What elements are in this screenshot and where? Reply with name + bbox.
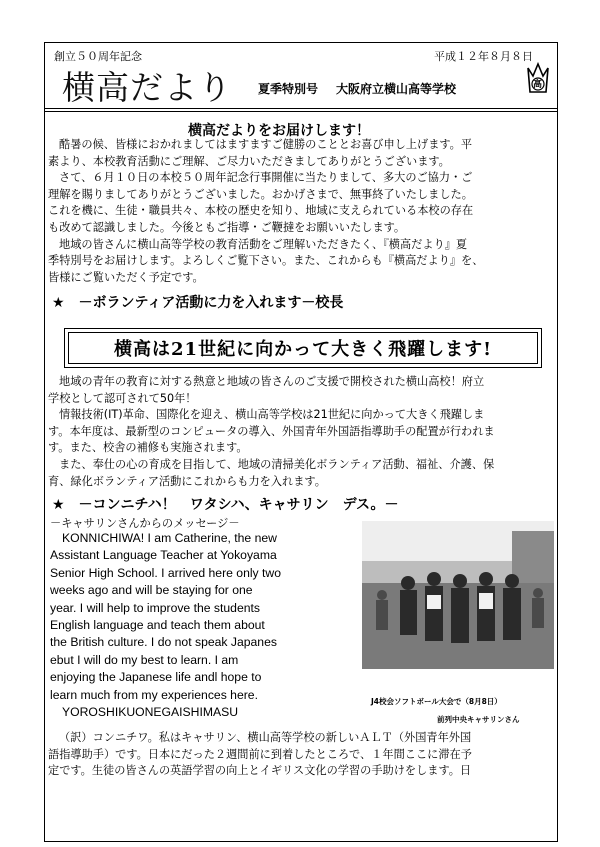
translation-line: 語指導助手）です。日本にだった２週間前に到着したところで、１年間ここに滞在予 [48,747,472,761]
slogan-text: 横高は21世紀に向かって大きく飛躍します! [68,332,538,364]
english-line: ebut I will do my best to learn. I am [50,652,239,667]
section1-heading: 横高だよりをお届けします！ [188,123,370,139]
school-emblem-icon [525,62,551,100]
section2-line: 地域の青年の教育に対する熱意と地域の皆さんのご支援で開校された横山高校！府立 [59,375,485,388]
anniversary-label: 創立５０周年記念 [54,50,142,63]
section1-line: 地域の皆さんに横山高等学校の教育活動をご理解いただきたく、『横高だより』夏 [59,237,468,251]
group-photo [362,521,554,669]
english-line: Assistant Language Teacher at Yokoyama [50,548,277,563]
section1-line: 皆様にご覧いただく予定です。 [48,270,204,284]
group-photo-illustration [362,521,554,669]
section1-line: も改めて認識しました。今後ともご指導・ご鞭撻をお願いいたします。 [48,220,406,234]
edition-label: 夏季特別号 [258,82,319,96]
newsletter-title: 横高だより [62,68,232,107]
section2-line: 学校として認可されて50年！ [48,391,197,405]
english-line: learn much from my experiences here. [50,687,258,702]
section2-line: す。本年度は、最新型のコンピュータの導入、外国青年外国語指導助手の配置が行われま [48,424,495,438]
section2-line: 育、緑化ボランティア活動にこれからも力を入れます。 [48,474,326,488]
issue-date: 平成１２年８月８日 [434,50,533,63]
section2-line: 情報技術(IT)革命、国際化を迎え、横山高等学校は21世紀に向かって大きく飛躍しま [59,408,485,422]
section2-heading: ★ －ボランティア活動に力を入れます－校長 [52,295,344,311]
section2-body [48,374,558,490]
emblem-letter: 高 [533,80,543,90]
english-line: enjoying the Japanese life andl hope to [50,670,262,685]
translation-line: （訳）コンニチワ。私はキャサリン、横山高等学校の新しいＡＬＴ（外国青年外国 [59,731,472,744]
section3-heading: ★ －コンニチハ！ ワタシハ、キャサリン デス。－ [52,497,399,513]
section1-line: 酷暑の候、皆様におかれましてはますますご健勝のこととお喜び申し上げます。平 [59,138,473,151]
translation-body [48,730,558,780]
header-rule-top [44,108,558,109]
english-message [50,530,350,721]
section1-line: これを機に、生徒・職員共々、本校の歴史を知り、地域に支えられている本校の存在 [48,204,474,218]
header-rule-bottom [44,111,558,112]
section2-line: す。また、校舎の補修も実施されます。 [48,441,248,455]
section1-line: 季特別号をお届けします。よろしくご覧下さい。また、これからも『横高だより』を、 [48,254,484,268]
english-line: YOROSHIKUONEGAISHIMASU [62,705,239,720]
photo-caption-people: 前列中央キャサリンさん [437,715,520,724]
photo-caption-event: J4校会ソフトボール大会で（8月8日） [371,697,502,706]
section1-line: 理解を賜りましてありがとうございました。おかげさまで、無事終了いたしました。 [48,187,473,201]
translation-line: 定です。生徒の皆さんの英語学習の向上とイギリス文化の学習の手助けをします。日 [48,764,472,778]
message-subheading: －キャサリンさんからのメッセージ－ [50,517,240,530]
school-name: 大阪府立横山高等学校 [336,82,457,96]
english-line: year. I will help to improve the students [50,600,261,615]
slogan-banner [64,328,542,368]
english-line: Senior High School. I arrived here only two [50,565,282,580]
english-line: weeks ago and will be staying for one [50,583,253,598]
english-line: the British culture. I do not speak Japanes [50,635,277,650]
section2-line: また、奉仕の心の育成を目指して、地域の清掃美化ボランティア活動、福祉、介護、保 [59,457,495,471]
english-line: KONNICHIWA! I am Catherine, the new [62,531,277,545]
english-line: English language and teach them about [50,618,265,633]
section1-line: さて、６月１０日の本校５０周年記念行事開催に当たりまして、多大のご協力・ご [59,171,473,185]
section1-body [48,137,558,286]
section1-line: 素より、本校教育活動にご理解、ご尽力いただきましてありがとうございます。 [48,154,450,168]
